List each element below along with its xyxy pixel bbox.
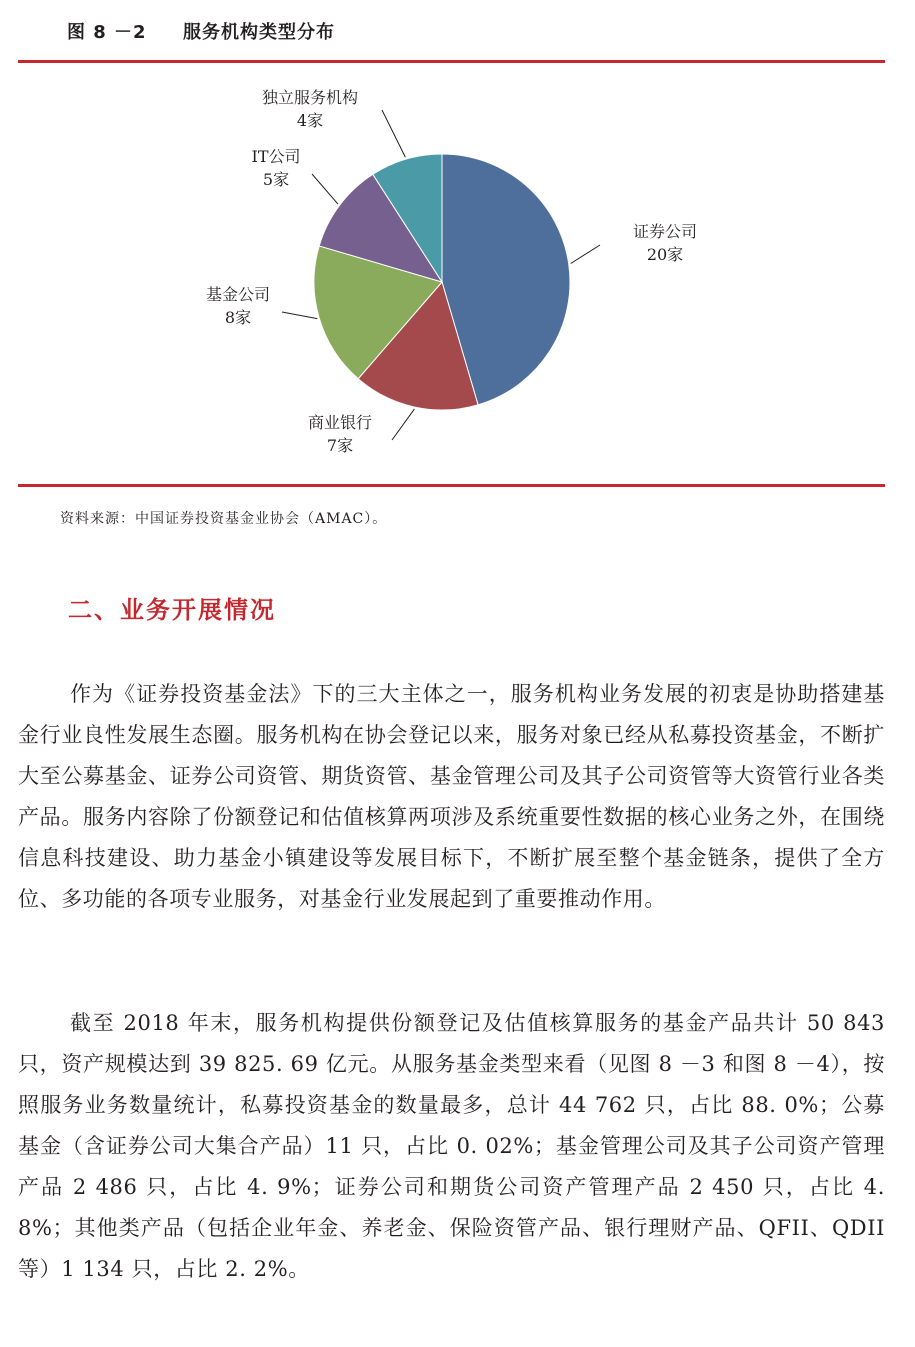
body-paragraph-2: 截至 2018 年末，服务机构提供份额登记及估值核算服务的基金产品共计 50 843 只，资产规模达到 39 825. 69 亿元。从服务基金类型来看（见图 8 －3 和图 8 －4），按照服务业务数量统计，私募投资基金的数量最多，总计 44 762 只，占比 88. 0%；公募基金（含证券公司大集合产品）11 只，占比 0. 02%；基金管理公司及其子公司资产管理产品 2 486 只，占比 4. 9%；证券公司和期货公司资产管理产品 2 450 只，占比 4. 8%；其他类产品（包括企业年金、养老金、保险资管产品、银行理财产品、QFII、QDII 等）1 134 只，占比 2. 2%。	[18, 1011, 885, 1281]
pie-label-value-3: 8家	[224, 308, 252, 327]
pie-label-value-4: 5家	[262, 170, 290, 189]
pie-leader-3	[282, 312, 317, 319]
pie-label-name-1: 证券公司	[632, 222, 698, 241]
figure-title: 服务机构类型分布	[183, 22, 335, 43]
pie-slices	[314, 154, 570, 410]
source-note: 资料来源：中国证券投资基金业协会（AMAC）。	[60, 511, 388, 527]
section-heading: 二、业务开展情况	[68, 596, 276, 624]
pie-leader-2	[392, 409, 414, 440]
figure-number: 图 8 －2	[67, 22, 147, 43]
pie-label-name-2: 商业银行	[307, 413, 373, 432]
pie-label-value-1: 20家	[646, 245, 684, 264]
pie-label-value-2: 7家	[326, 436, 354, 455]
pie-label-name-4: IT公司	[251, 147, 301, 166]
bottom-divider	[18, 484, 885, 487]
top-divider	[18, 60, 885, 63]
body-paragraph-1: 作为《证券投资基金法》下的三大主体之一，服务机构业务发展的初衷是协助搭建基金行业良性发展生态圈。服务机构在协会登记以来，服务对象已经从私募投资基金，不断扩大至公募基金、证券公司资管、期货资管、基金管理公司及其子公司资管等大资管行业各类产品。服务内容除了份额登记和估值核算两项涉及系统重要性数据的核心业务之外，在围绕信息科技建设、助力基金小镇建设等发展目标下，不断扩展至整个基金链条，提供了全方位、多功能的各项专业服务，对基金行业发展起到了重要推动作用。	[18, 682, 885, 911]
pie-label-name-5: 独立服务机构	[261, 88, 359, 107]
pie-label-name-3: 基金公司	[205, 285, 271, 304]
pie-chart	[0, 70, 915, 480]
pie-leader-1	[571, 245, 600, 263]
pie-leader-5	[382, 110, 405, 157]
pie-leader-4	[312, 174, 338, 204]
pie-label-value-5: 4家	[296, 111, 324, 130]
